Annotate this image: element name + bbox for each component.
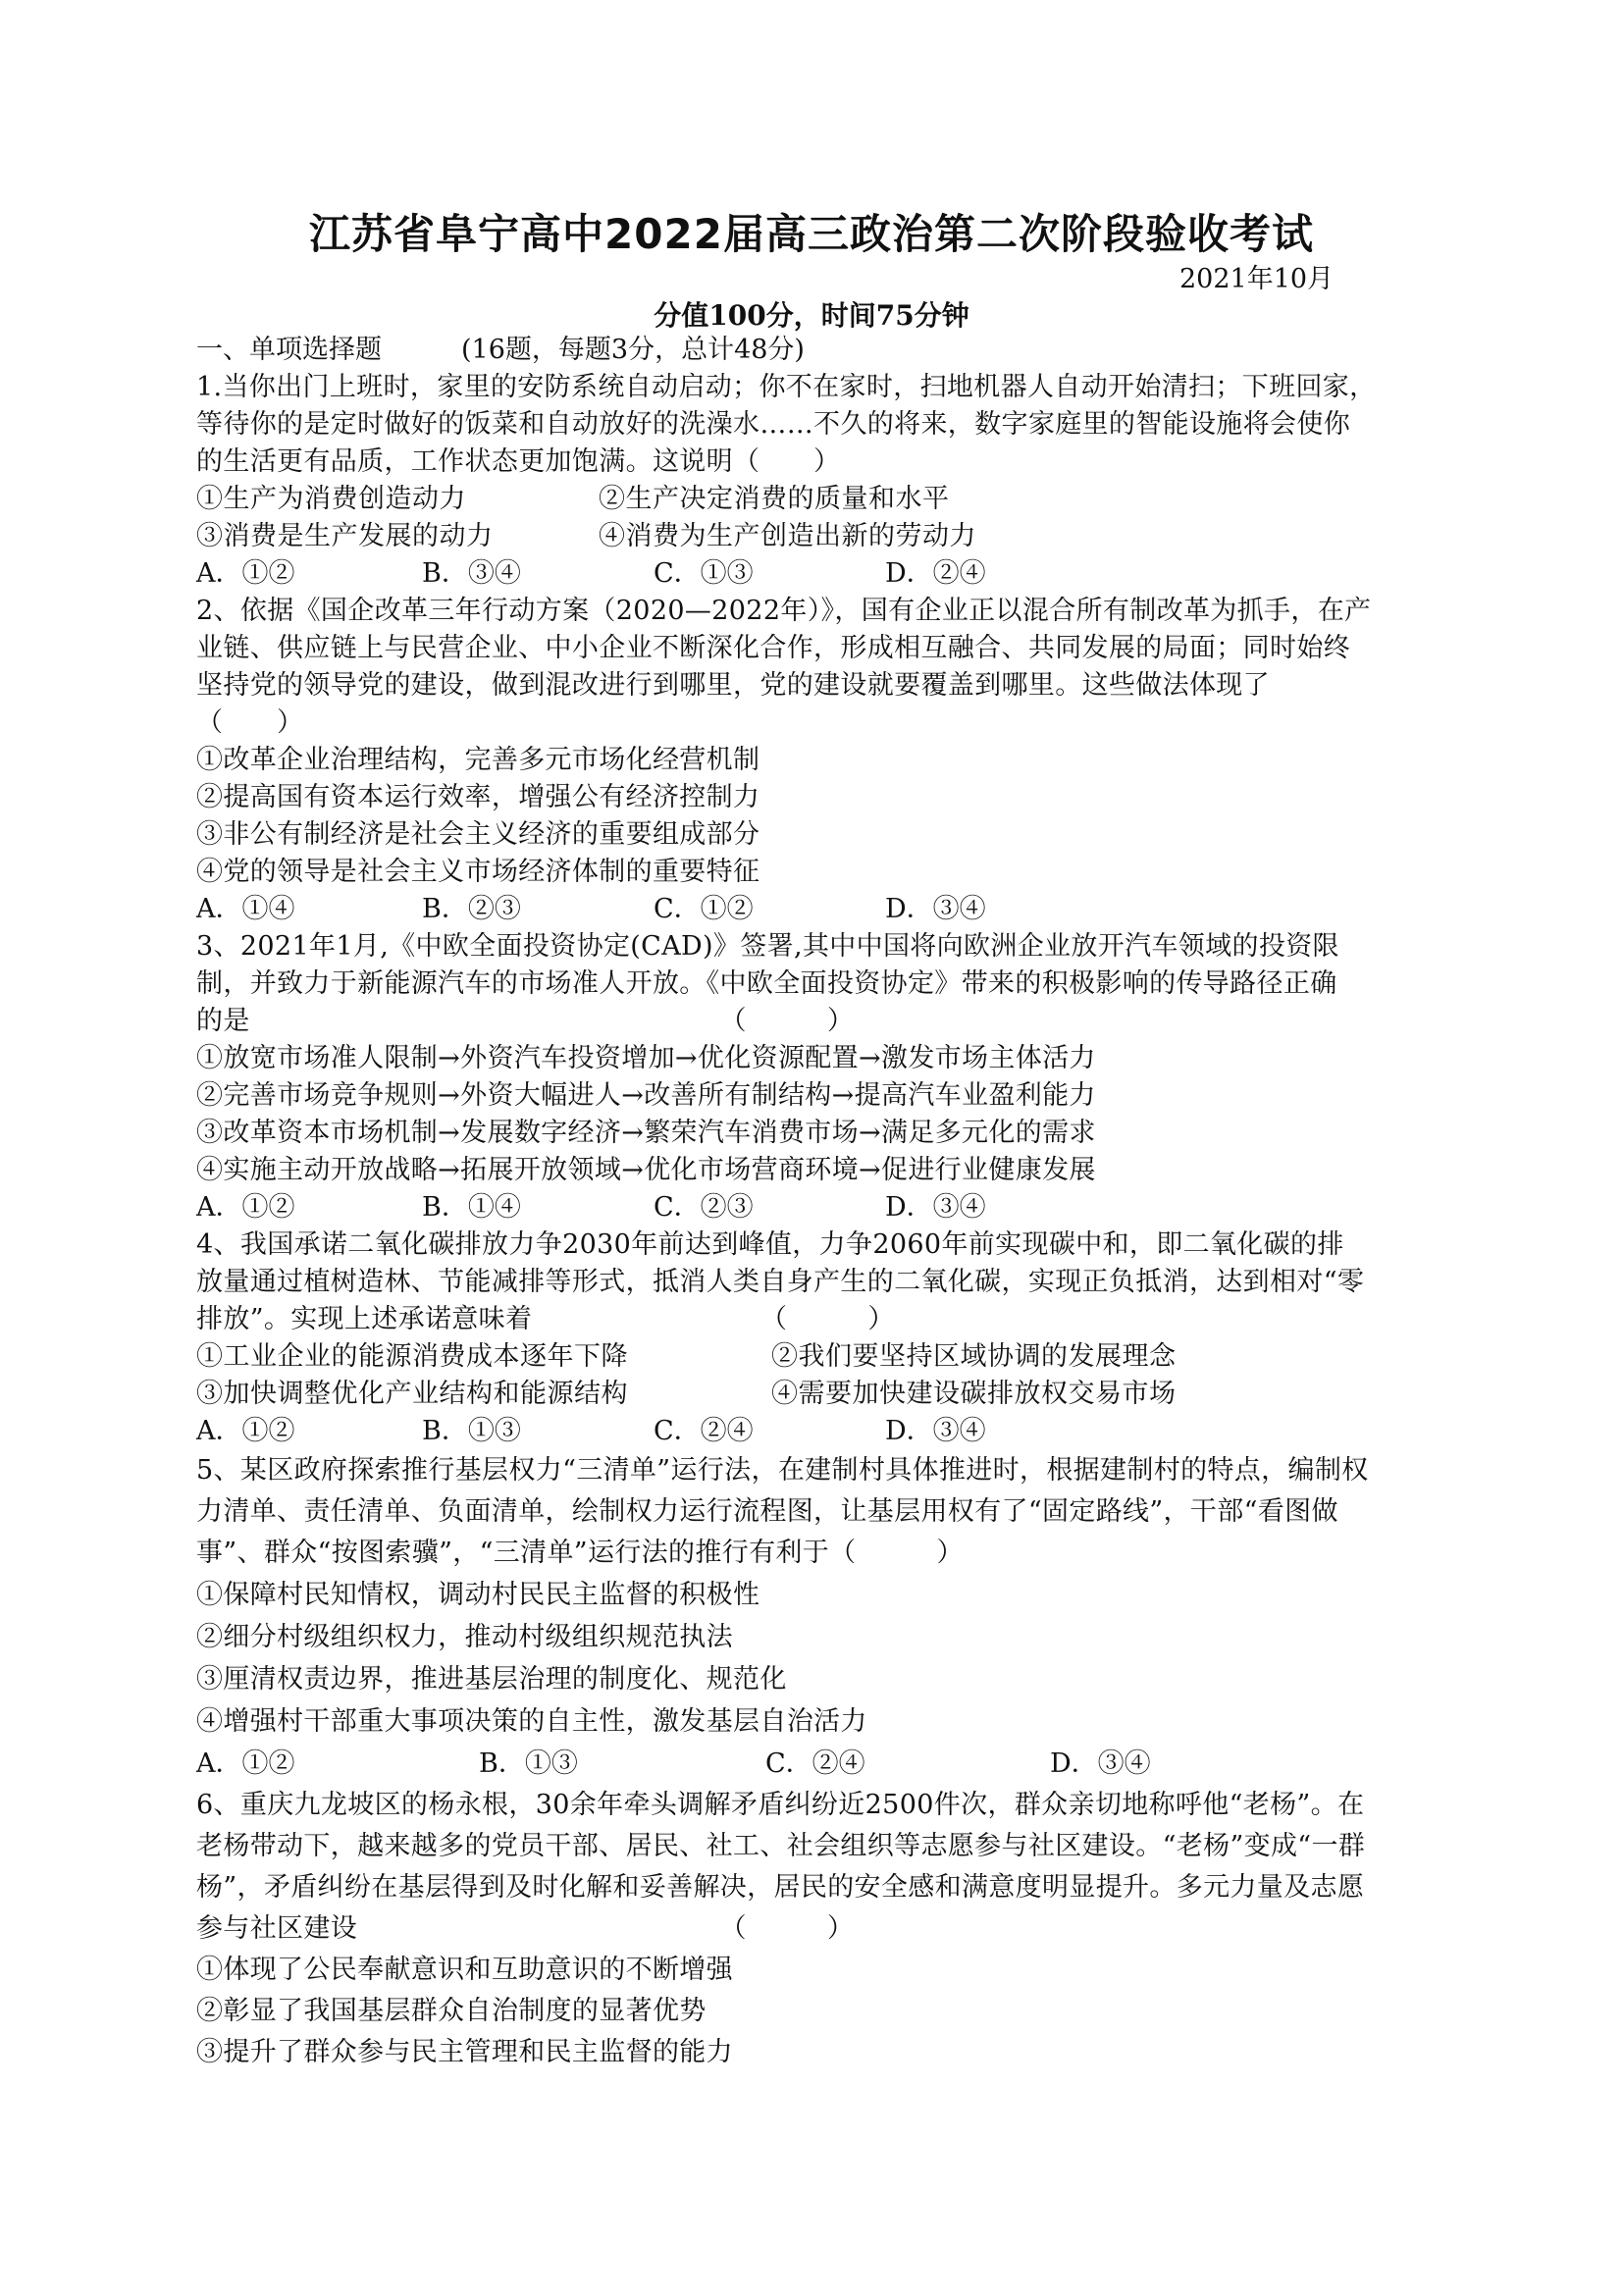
option-item: ①体现了公民奉献意识和互助意识的不断增强 [196,1955,733,1985]
section-heading: 一、单项选择题 (16题，每题3分，总计48分) [196,335,805,365]
answer-choice-a[interactable]: A．①② [196,1192,295,1223]
question-stem-line: 3、2021年1月,《中欧全面投资协定(CAD)》签署,其中中国将向欧洲企业放开汽车领域的投资限 [196,931,1339,962]
option-item: ③加快调整优化产业结构和能源结构 [196,1379,628,1409]
option-item: ③提升了群众参与民主管理和民主监督的能力 [196,2037,733,2067]
question-stem-line: 杨”，矛盾纠纷在基层得到及时化解和妥善解决，居民的安全感和满意度明显提升。多元力量及志愿 [196,1872,1365,1903]
question-stem-line: 6、重庆九龙坡区的杨永根，30余年牵头调解矛盾纠纷近2500件次，群众亲切地称呼他“老杨”。在 [196,1790,1365,1820]
question-stem-line: 老杨带动下，越来越多的党员干部、居民、社工、社会组织等志愿参与社区建设。“老杨”变成“一群 [196,1831,1366,1861]
answer-choice-d[interactable]: D．③④ [885,1416,986,1446]
exam-title: 江苏省阜宁高中2022届高三政治第二次阶段验收考试 [309,210,1314,258]
answer-choice-c[interactable]: C．②④ [765,1748,865,1779]
answer-choice-b[interactable]: B．①③ [422,1416,521,1446]
question-3 [196,928,1452,1226]
question-stem-line: 放量通过植树造林、节能减排等形式，抵消人类自身产生的二氧化碳，实现正负抵消，达到相对“零 [196,1267,1365,1297]
answer-choice-c[interactable]: C．②④ [654,1416,754,1446]
option-item: ②提高国有资本运行效率，增强公有经济控制力 [196,782,760,812]
answer-choices [196,555,1452,593]
answer-choices [196,1189,1452,1226]
answer-choice-d[interactable]: D．②④ [885,558,986,589]
option-item: ④实施主动开放战略→拓展开放领域→优化市场营商环境→促进行业健康发展 [196,1155,1096,1185]
question-2 [196,593,1452,928]
answer-choice-b[interactable]: B．①③ [479,1748,578,1779]
option-item: ①生产为消费创造动力 [196,484,466,514]
option-item: ④消费为生产创造出新的劳动力 [599,521,976,551]
option-item: ③非公有制经济是社会主义经济的重要组成部分 [196,819,760,850]
question-5 [196,1450,1452,1785]
answer-choice-c[interactable]: C．①③ [654,558,754,589]
option-item: ②完善市场竞争规则→外资大幅进人→改善所有制结构→提高汽车业盈利能力 [196,1080,1096,1111]
option-item: ②细分村级组织权力，推动村级组织规范执法 [196,1622,733,1652]
answer-choice-a[interactable]: A．①④ [196,894,295,924]
question-1 [196,369,1452,593]
question-stem-line: 2、依据《国企改革三年行动方案（2020—2022年）》，国有企业正以混合所有制改革为抓手，在产 [196,596,1372,626]
option-item: ③改革资本市场机制→发展数字经济→繁荣汽车消费市场→满足多元化的需求 [196,1118,1096,1148]
question-stem-line: 力清单、责任清单、负面清单，绘制权力运行流程图，让基层用权有了“固定路线”，干部“看图做 [196,1496,1338,1527]
answer-choice-b[interactable]: B．②③ [422,894,521,924]
question-stem-line: 参与社区建设 （ ） [196,1913,855,1944]
option-row [196,1376,1452,1413]
exam-content [196,332,1452,2073]
answer-choice-d[interactable]: D．③④ [885,1192,986,1223]
question-4 [196,1226,1452,1450]
question-stem-line: 4、我国承诺二氧化碳排放力争2030年前达到峰值，力争2060年前实现碳中和，即二氧化碳的排 [196,1229,1344,1260]
exam-date: 2021年10月 [1179,264,1335,294]
question-stem-line: 1.当你出门上班时，家里的安防系统自动启动；你不在家时，扫地机器人自动开始清扫；下班回家， [196,372,1377,402]
exam-subtitle: 分值100分，时间75分钟 [654,299,969,332]
option-item: ③消费是生产发展的动力 [196,521,494,551]
option-item: ①放宽市场准人限制→外资汽车投资增加→优化资源配置→激发市场主体活力 [196,1043,1096,1073]
option-item: ②生产决定消费的质量和水平 [599,484,950,514]
answer-choice-c[interactable]: C．①② [654,894,754,924]
option-item: ②我们要坚持区域协调的发展理念 [771,1341,1177,1372]
answer-choice-c[interactable]: C．②③ [654,1192,754,1223]
question-stem-line: 排放”。实现上述承诺意味着 （ ） [196,1304,895,1334]
question-stem-line: 等待你的是定时做好的饭菜和自动放好的洗澡水……不久的将来，数字家庭里的智能设施将会使你 [196,409,1351,440]
option-row [196,1338,1452,1376]
question-stem-line: 事”、群众“按图索骥”，“三清单”运行法的推行有利于（ ） [196,1538,964,1568]
answer-choice-d[interactable]: D．③④ [1050,1748,1151,1779]
question-stem-line: 坚持党的领导党的建设，做到混改进行到哪里，党的建设就要覆盖到哪里。这些做法体现了 [196,670,1270,701]
question-stem-line: 的是 （ ） [196,1006,855,1036]
option-item: ④需要加快建设碳排放权交易市场 [771,1379,1177,1409]
option-item: ①改革企业治理结构，完善多元市场化经营机制 [196,745,760,775]
answer-choice-a[interactable]: A．①② [196,1416,295,1446]
answer-choice-d[interactable]: D．③④ [885,894,986,924]
answer-choices [196,891,1452,928]
option-item: ④增强村干部重大事项决策的自主性，激发基层自治活力 [196,1706,867,1737]
option-item: ④党的领导是社会主义市场经济体制的重要特征 [196,857,760,887]
answer-choice-a[interactable]: A．①② [196,558,295,589]
answer-choice-a[interactable]: A．①② [196,1748,295,1779]
option-row [196,481,1452,518]
answer-choice-b[interactable]: B．③④ [422,558,521,589]
question-stem-line: （ ） [196,707,304,738]
option-item: ①工业企业的能源消费成本逐年下降 [196,1341,628,1372]
question-6 [196,1785,1452,2073]
answer-choices [196,1413,1452,1450]
question-stem-line: 业链、供应链上与民营企业、中小企业不断深化合作，形成相互融合、共同发展的局面；同时始终 [196,633,1351,663]
option-item: ①保障村民知情权，调动村民民主监督的积极性 [196,1580,760,1610]
question-stem-line: 5、某区政府探索推行基层权力“三清单”运行法，在建制村具体推进时，根据建制村的特点，编制权 [196,1455,1369,1486]
answer-choice-b[interactable]: B．①④ [422,1192,521,1223]
option-item: ③厘清权责边界，推进基层治理的制度化、规范化 [196,1664,787,1695]
question-stem-line: 的生活更有品质，工作状态更加饱满。这说明（ ） [196,446,841,477]
question-stem-line: 制，并致力于新能源汽车的市场准人开放。《中欧全面投资协定》带来的积极影响的传导路径正确 [196,968,1337,999]
option-item: ②彰显了我国基层群众自治制度的显著优势 [196,1996,707,2026]
answer-choices [196,1743,1452,1785]
option-row [196,518,1452,555]
